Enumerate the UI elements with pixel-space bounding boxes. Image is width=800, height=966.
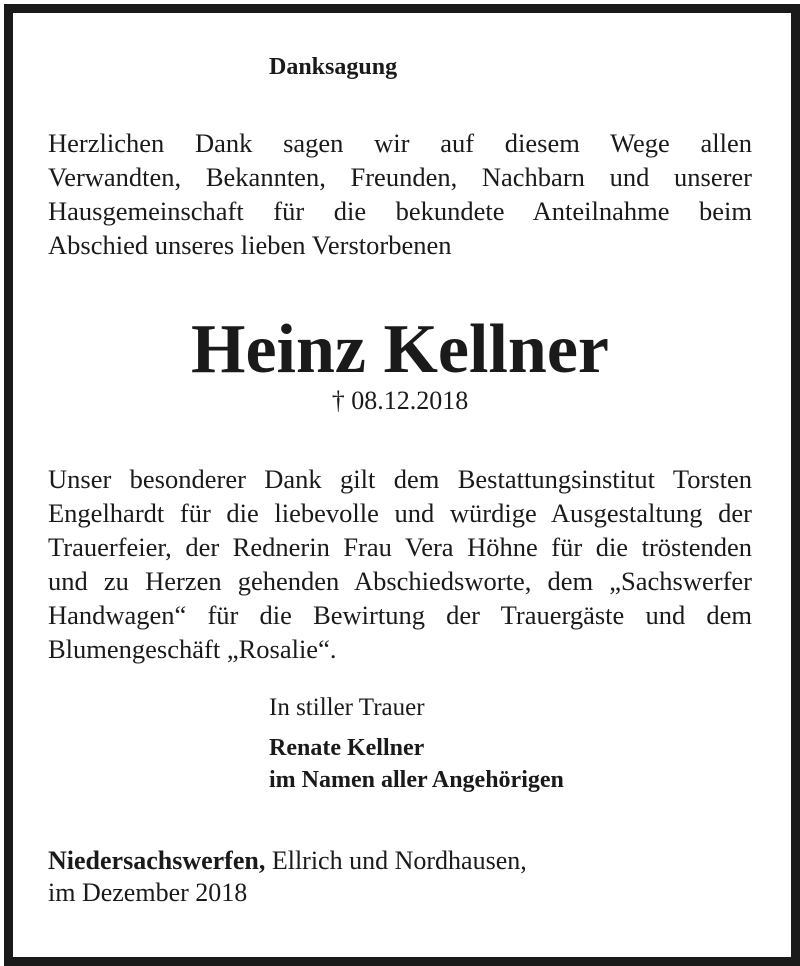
- place-line: [48, 846, 527, 876]
- thanks-line: Unser besonderer Dank gilt dem Bestattungsinstitut Torsten: [48, 464, 752, 494]
- place-secondary: Ellrich und Nordhausen,: [265, 846, 527, 875]
- signatory-name: Renate Kellner: [269, 735, 425, 761]
- intro-line: Hausgemeinschaft für die bekundete Anteilnahme beim: [48, 196, 752, 226]
- intro-line: Abschied unseres lieben Verstorbenen: [48, 230, 452, 260]
- intro-line: Verwandten, Bekannten, Freunden, Nachbarn und unserer: [48, 162, 752, 192]
- mourning-phrase: In stiller Trauer: [269, 694, 425, 721]
- place-primary: Niedersachswerfen,: [48, 846, 266, 875]
- deceased-name: Heinz Kellner: [191, 311, 609, 388]
- thanks-paragraph: [48, 462, 752, 666]
- thanks-line: Blumengeschäft „Rosalie“.: [48, 634, 337, 664]
- death-date: † 08.12.2018: [331, 386, 469, 415]
- date-line: im Dezember 2018: [48, 878, 248, 907]
- signatory-note: im Namen aller Angehörigen: [269, 767, 564, 793]
- thanks-line: Engelhardt für die liebevolle und würdige Ausgestaltung der: [48, 498, 752, 528]
- thanks-line: Handwagen“ für die Bewirtung der Trauergäste und dem: [48, 600, 752, 630]
- intro-paragraph: [48, 126, 752, 262]
- thanks-line: Trauerfeier, der Rednerin Frau Vera Höhne für die tröstenden: [48, 532, 752, 562]
- heading: Danksagung: [269, 54, 398, 80]
- intro-line: Herzlichen Dank sagen wir auf diesem Wege allen: [48, 128, 752, 158]
- thanks-line: und zu Herzen gehenden Abschiedsworte, dem „Sachswerfer: [48, 566, 752, 596]
